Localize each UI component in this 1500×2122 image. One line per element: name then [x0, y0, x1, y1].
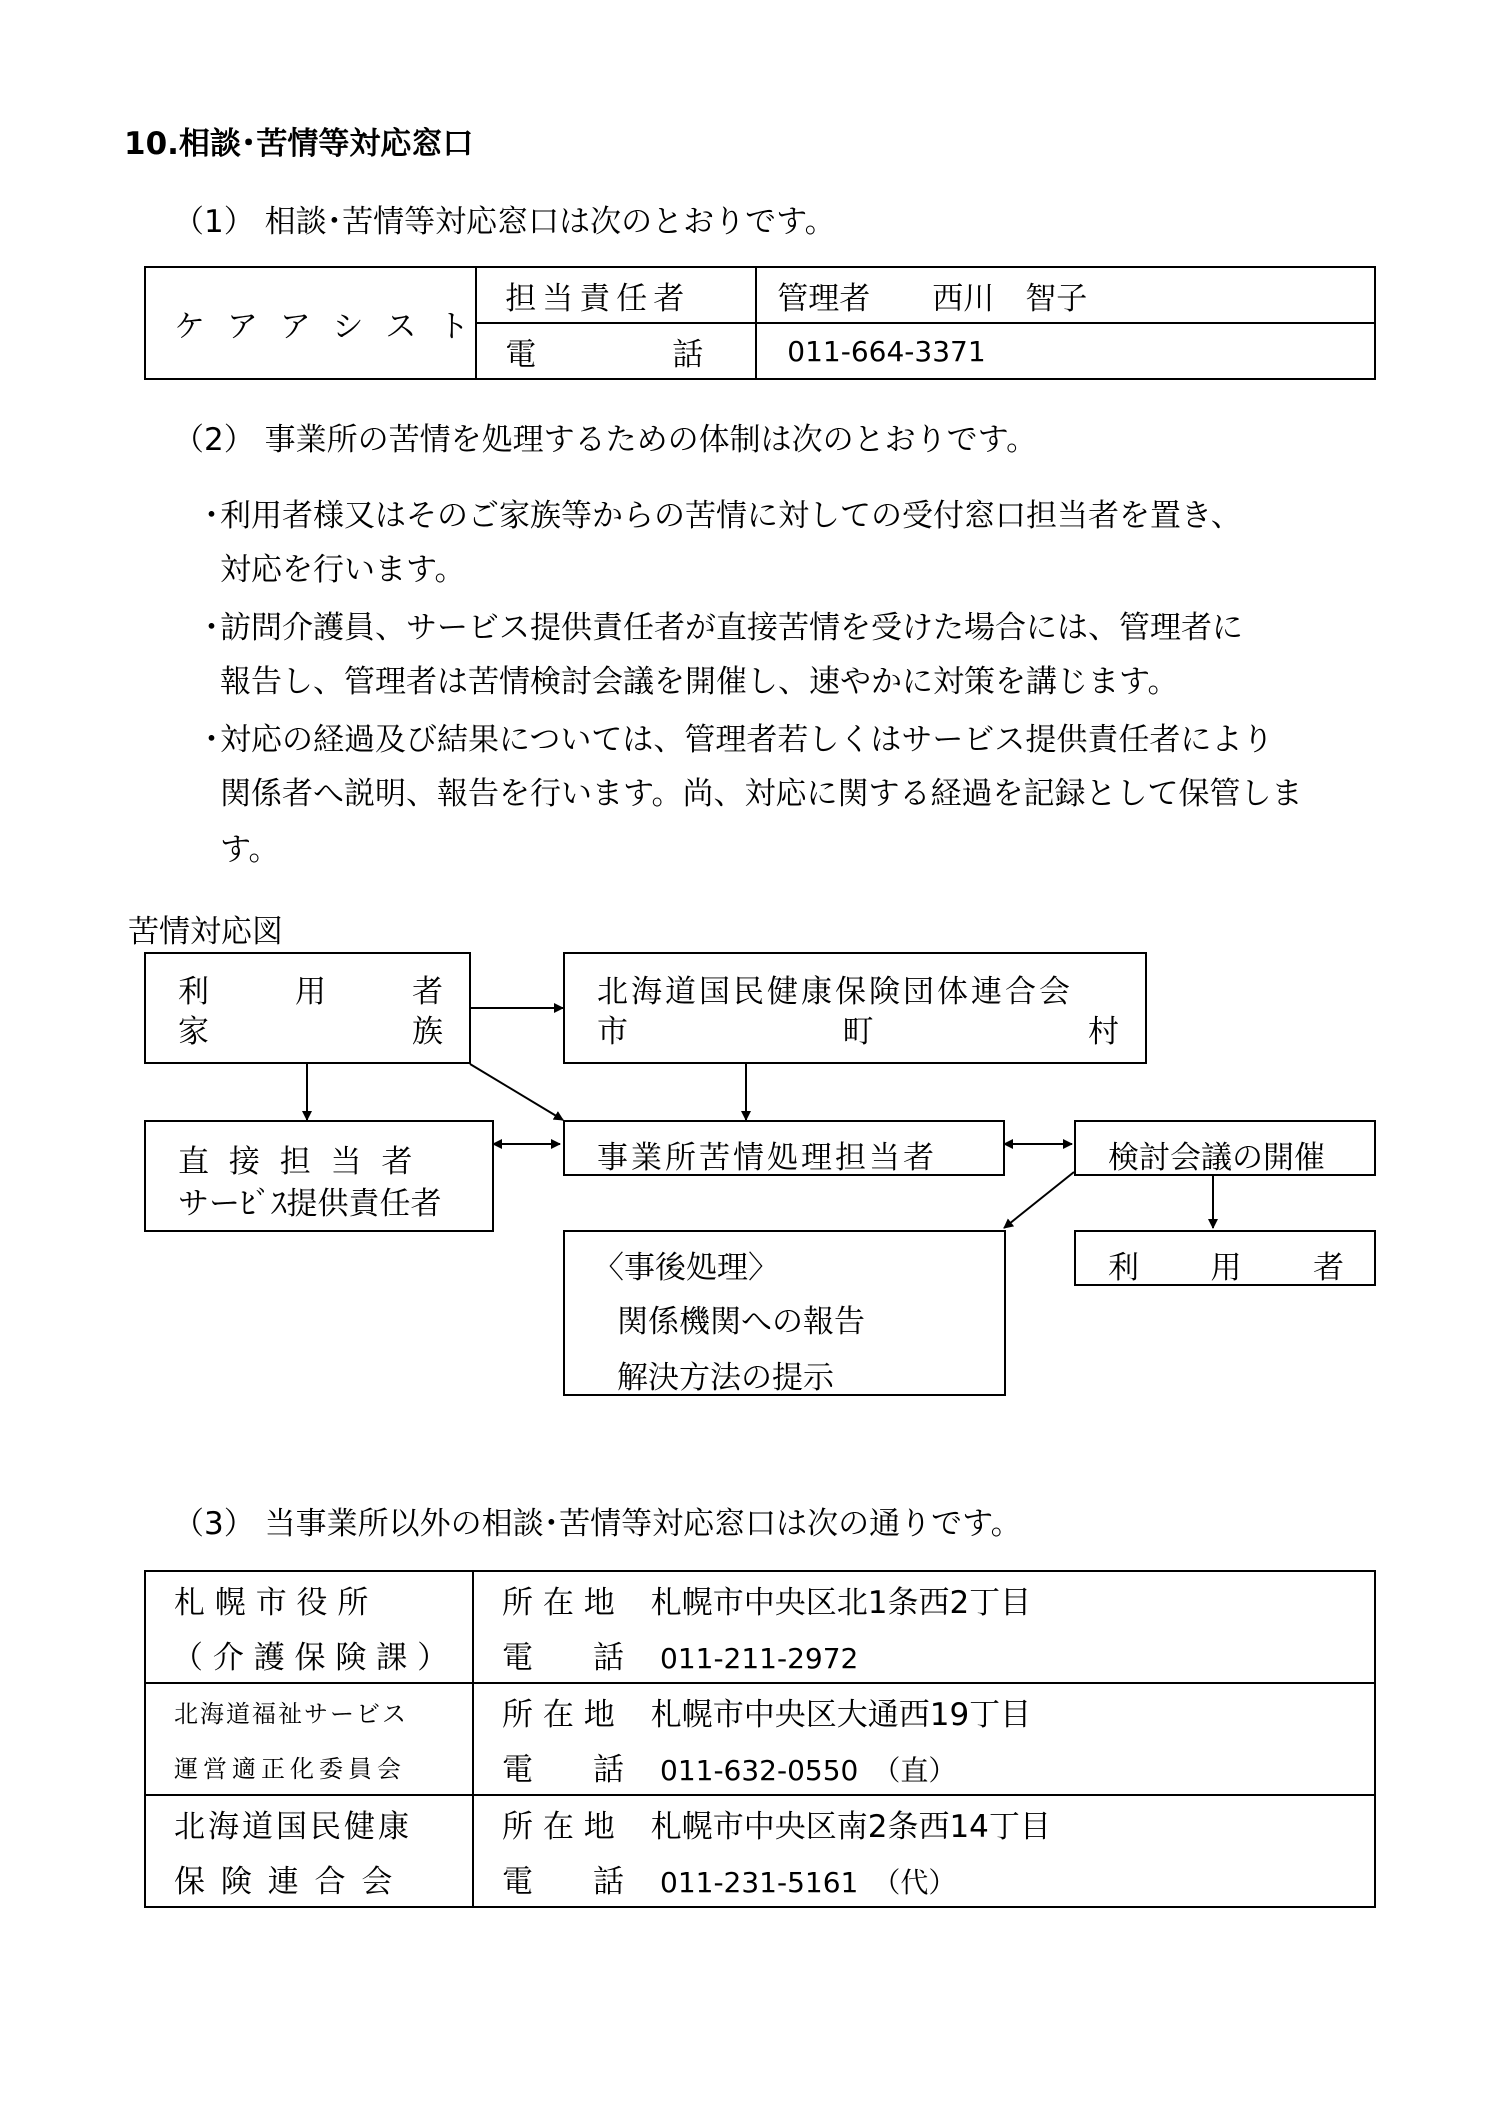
follow-up-item-1: 関係機関への報告: [617, 1304, 865, 1340]
row1-name-1: 札 幌 市 役 所: [174, 1585, 369, 1621]
user-result-label: 利 用 者: [1108, 1250, 1344, 1286]
row3-name-1: 北海道国民健康: [174, 1809, 412, 1845]
bullet-2-line-1: 訪問介護員、サービス提供責任者が直接苦情を受けた場合には、管理者に: [220, 610, 1243, 646]
health-insurance-org-box: [563, 952, 1147, 1064]
user-family-box: [144, 952, 471, 1064]
bullet-3: ・: [196, 722, 227, 758]
manager-label: 担当責任者: [505, 280, 691, 317]
bullet-1: ・: [196, 498, 227, 534]
arrow-meeting-to-after: [1004, 1172, 1074, 1228]
bullet-1-line-2: 対応を行います。: [220, 552, 466, 588]
diagram-caption: 苦情対応図: [128, 914, 283, 950]
section-3-title: （3） 当事業所以外の相談･苦情等対応窓口は次の通りです。: [173, 1506, 1022, 1542]
section-2-title: （2） 事業所の苦情を処理するための体制は次のとおりです。: [173, 422, 1038, 458]
user-label: 利 用 者: [178, 974, 443, 1010]
follow-up-title: 〈事後処理〉: [593, 1250, 779, 1286]
external-contacts-table: [144, 1570, 1376, 1908]
row1-name-2: （ 介 護 保 険 課 ）: [172, 1640, 449, 1676]
review-meeting-box: [1074, 1120, 1376, 1176]
follow-up-item-2: 解決方法の提示: [617, 1360, 834, 1396]
row3-phone: 電 話 011-231-5161 （代）: [502, 1864, 957, 1900]
section-1-title: （1） 相談･苦情等対応窓口は次のとおりです。: [173, 204, 836, 240]
phone-label: 電 話: [505, 336, 704, 373]
bullet-2: ・: [196, 610, 227, 646]
contact-table: [144, 266, 1376, 380]
row2-phone: 電 話 011-632-0550 （直）: [502, 1752, 957, 1788]
row3-name-2: 保 険 連 合 会: [174, 1864, 396, 1900]
meeting-label: 検討会議の開催: [1108, 1140, 1325, 1176]
bullet-3-line-1: 対応の経過及び結果については、管理者若しくはサービス提供責任者により: [220, 722, 1274, 758]
bullet-3-line-2: 関係者へ説明、報告を行います。尚、対応に関する経過を記録として保管しま: [220, 776, 1303, 812]
row1-address: 所 在 地 札幌市中央区北1条西2丁目: [502, 1585, 1032, 1621]
row3-address: 所 在 地 札幌市中央区南2条西14丁目: [502, 1809, 1051, 1845]
bullet-2-line-2: 報告し、管理者は苦情検討会議を開催し、速やかに対策を講じます。: [220, 664, 1179, 700]
arrow-user-to-handler: [470, 1064, 563, 1120]
user-result-box: [1074, 1230, 1376, 1286]
complaint-handler-box: [563, 1120, 1005, 1176]
phone-value: 011-664-3371: [787, 334, 986, 368]
handler-label: 事業所苦情処理担当者: [597, 1140, 937, 1176]
follow-up-box: [563, 1230, 1006, 1396]
bullet-1-line-1: 利用者様又はそのご家族等からの苦情に対しての受付窓口担当者を置き、: [220, 498, 1242, 534]
direct-staff-label: 直 接 担 当 者: [178, 1144, 418, 1180]
row1-phone: 電 話 011-211-2972: [502, 1640, 859, 1676]
family-label: 家 族: [178, 1014, 443, 1050]
bullet-3-line-3: す。: [220, 832, 280, 868]
city-label: 市 町 村: [597, 1014, 1119, 1050]
org-label: 北海道国民健康保険団体連合会: [597, 974, 1073, 1010]
row2-name-1: 北海道福祉サービス: [174, 1700, 408, 1728]
service-manager-label: サーﾋﾞｽ提供責任者: [178, 1186, 442, 1222]
page-title: 10.相談･苦情等対応窓口: [124, 126, 474, 162]
org-name: ケ ア ア シ ス ト: [174, 308, 476, 345]
manager-value: 管理者 西川 智子: [777, 280, 1088, 317]
direct-staff-box: [144, 1120, 494, 1232]
row2-name-2: 運営適正化委員会: [174, 1755, 406, 1783]
row2-address: 所 在 地 札幌市中央区大通西19丁目: [502, 1697, 1032, 1733]
